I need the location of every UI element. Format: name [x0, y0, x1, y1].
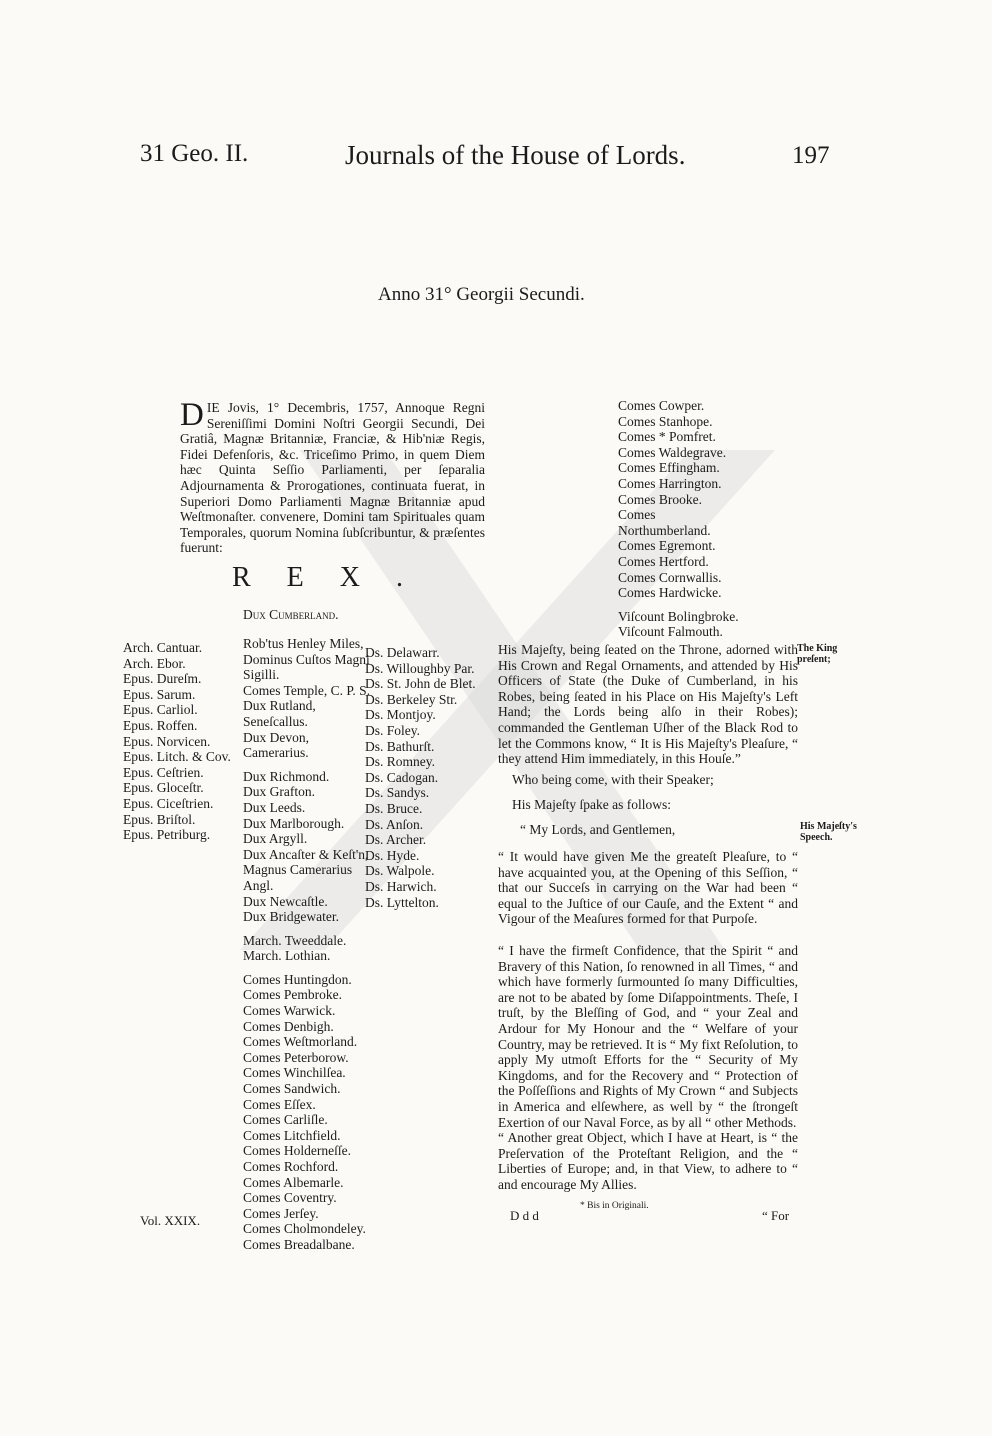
session-title: Anno 31° Georgii Secundi. — [378, 284, 585, 305]
signature-mark: D d d — [510, 1208, 539, 1223]
right-lords-column — [618, 398, 739, 640]
list-item: Comes Effingham. — [618, 460, 720, 476]
list-item: Comes Cholmondeley. — [243, 1221, 366, 1237]
list-item: Comes Harrington. — [618, 475, 722, 491]
list-item: Dux Bridgewater. — [243, 909, 339, 925]
list-item: Ds. Bruce. — [365, 800, 423, 816]
list-item: Comes Litchfield. — [243, 1127, 341, 1143]
list-item: Ds. Berkeley Str. — [365, 691, 458, 707]
list-item: Comes Cornwallis. — [618, 569, 722, 585]
list-item: Ds. Cadogan. — [365, 769, 439, 785]
list-item: Comes * Pomfret. — [618, 429, 716, 445]
speaker-paragraph: Who being come, with their Speaker; — [512, 772, 714, 787]
list-item: Arch. Ebor. — [123, 655, 186, 671]
list-item: Dux Richmond. — [243, 768, 330, 784]
margin-note-king-present: The King preſent; — [797, 643, 838, 665]
list-item: Comes Eſſex. — [243, 1096, 316, 1112]
list-item: Dux Rutland, Seneſcallus. — [243, 698, 316, 729]
list-item: Epus. Roffen. — [123, 717, 198, 733]
speech-paragraph-2: “ I have the firmeſt Confidence, that the Spirit “ and Bravery of this Nation, ſo renowned in all Times, “ and which have formerly ſurmounted ſo many Difficulties, are not to be abated by ſome Diſappointments. Theſe, I truſt, by the Bleſſing of God, and “ your Zeal and Ardour for My Honour and the “ Welfare of your Country, may be retrieved. It is “ My fixt Reſolution, to apply My utmoſt Efforts for the “ Security of My Kingdoms, and for the Recovery and “ Protection of the Poſſeſſions and Rights of My Crown “ and Subjects in America and elſewhere, as well by “ the ſtrongeſt Exertion of our Naval Force, as by all “ other Methods. — [498, 943, 798, 1130]
list-item: Ds. Willoughby Par. — [365, 660, 475, 676]
list-item: Viſcount Bolingbroke. — [618, 608, 739, 624]
list-item: Comes Sandwich. — [243, 1081, 341, 1097]
list-item: Dux Grafton. — [243, 784, 315, 800]
list-item: Dux Newcaſtle. — [243, 893, 328, 909]
list-item: Comes Egremont. — [618, 538, 716, 554]
list-item: Ds. Hyde. — [365, 847, 420, 863]
list-item: Comes Brooke. — [618, 491, 702, 507]
salutation: “ My Lords, and Gentlemen, — [520, 822, 676, 837]
barons-column — [365, 645, 476, 910]
list-item: Rob'tus Henley Miles, Dominus Cuſtos Magni Sigilli. — [243, 636, 370, 683]
list-item: Ds. Anſon. — [365, 816, 424, 832]
list-item: March. Lothian. — [243, 948, 331, 964]
list-item: Ds. Delawarr. — [365, 645, 440, 660]
page-number: 197 — [792, 142, 830, 169]
list-item: Comes Northumberland. — [618, 507, 711, 538]
list-item: Epus. Petriburg. — [123, 827, 211, 843]
bishops-column — [123, 640, 231, 843]
list-item: Comes Coventry. — [243, 1190, 337, 1206]
list-item: Comes Weſtmorland. — [243, 1034, 358, 1050]
dux-cumberland: Dux Cumberland. — [243, 607, 339, 622]
list-item: Epus. Carliol. — [123, 702, 198, 718]
page-title: Journals of the House of Lords. — [345, 140, 686, 170]
list-item: Ds. Romney. — [365, 754, 435, 770]
list-item: Comes Holderneſſe. — [243, 1143, 351, 1159]
footnote: * Bis in Originali. — [580, 1201, 649, 1211]
list-item: Epus. Sarum. — [123, 686, 196, 702]
middle-column — [243, 636, 371, 1253]
speech-paragraph-1: “ It would have given Me the greateſt Pleaſure, to “ have acquainted you, at the Opening of this Seſſion, “ that our Succeſs in carrying on the War had been “ equal to the Juſtice of our Cauſe, and the Extent “ and Vigour of the Meaſures formed for that Purpoſe. — [498, 849, 798, 927]
list-item: Dux Devon, Camerarius. — [243, 729, 309, 761]
list-item: Comes Waldegrave. — [618, 444, 727, 460]
list-item: Comes Breadalbane. — [243, 1236, 355, 1252]
speech-paragraph-3: “ Another great Object, which I have at Heart, is “ the Preſervation of the Proteſtant Religion, and the “ Liberties of Europe; and, in that View, to adhere to “ and encourage My Allies. — [498, 1130, 798, 1192]
list-item: Comes Albemarle. — [243, 1174, 344, 1190]
list-item: Ds. Montjoy. — [365, 707, 436, 723]
list-item: Comes Pembroke. — [243, 987, 342, 1003]
list-item: Comes Carliſle. — [243, 1112, 328, 1128]
list-item: Ds. Lyttelton. — [365, 894, 439, 910]
list-item: Epus. Briſtol. — [123, 811, 196, 827]
drop-cap: D — [180, 397, 204, 433]
list-item: Dux Leeds. — [243, 799, 306, 815]
list-item: Comes Warwick. — [243, 1003, 336, 1019]
list-item: Ds. St. John de Blet. — [365, 676, 476, 692]
rex-heading: REX. — [232, 562, 439, 593]
list-item: Comes Hardwicke. — [618, 585, 722, 601]
list-item: Epus. Norvicen. — [123, 733, 211, 749]
list-item: Ds. Harwich. — [365, 878, 437, 894]
list-item: March. Tweeddale. — [243, 932, 347, 948]
list-item: Comes Peterborow. — [243, 1049, 349, 1065]
throne-paragraph: His Majeſty, being ſeated on the Throne, adorned with His Crown and Regal Ornaments, and attended by His Officers of State (the Duke of Cumberland, in his Robes, being ſeated in his Place on His Majeſty's Left Hand; the Lords being alſo in their Robes); commanded the Gentleman Uſher of the Black Rod to let the Commons know, “ It is His Majeſty's Pleaſure, “ they attend Him immediately, in this Houſe.” — [498, 642, 798, 767]
list-item: Ds. Sandys. — [365, 785, 430, 801]
list-item: Comes Winchilſea. — [243, 1065, 346, 1081]
volume-number: Vol. XXIX. — [140, 1213, 201, 1228]
list-item: Comes Cowper. — [618, 398, 705, 413]
list-item: Dux Ancaſter & Keſt'n, Magnus Camerarius Angl. — [243, 846, 369, 893]
list-item: Dux Argyll. — [243, 831, 308, 847]
list-item: Epus. Litch. & Cov. — [123, 749, 231, 765]
list-item: Comes Huntingdon. — [243, 971, 352, 987]
list-item: Epus. Ceſtrien. — [123, 764, 204, 780]
list-item: Ds. Archer. — [365, 832, 427, 848]
intro-text: IE Jovis, 1° Decembris, 1757, Annoque Regni Sereniſſimi Domini Noſtri Georgii Secundi, Dei Gratiâ, Magnæ Britanniæ, Franciæ, & Hib'niæ Regis, Fidei Defenſoris, &c. Triceſimo Primo, in quem Diem hæc Quinta Seſſio Parliamenti, per ſeparalia Adjournamenta & Prorogationes, continuata fuerat, in Superiori Domo Parliamenti Magnæ Britanniæ apud Weſtmonaſter. convenere, Domini tam Spirituales quam Temporales, quorum Nomina ſubſcribuntur, & præſentes fuerunt: — [180, 400, 485, 556]
list-item: Ds. Foley. — [365, 722, 421, 738]
list-item: Comes Hertford. — [618, 553, 709, 569]
running-head-left: 31 Geo. II. — [140, 140, 249, 167]
list-item: Epus. Dureſm. — [123, 671, 202, 687]
catchword: “ For — [762, 1208, 790, 1223]
list-item: Comes Jerſey. — [243, 1205, 319, 1221]
list-item: Ds. Bathurſt. — [365, 738, 435, 754]
spake-paragraph: His Majeſty ſpake as follows: — [512, 797, 671, 812]
list-item: Arch. Cantuar. — [123, 640, 203, 655]
list-item: Comes Rochford. — [243, 1159, 339, 1174]
list-item: Comes Denbigh. — [243, 1018, 334, 1034]
intro-paragraph — [180, 397, 485, 556]
list-item: Epus. Ciceſtrien. — [123, 795, 214, 811]
margin-note-speech: His Majeſty's Speech. — [800, 821, 857, 843]
list-item: Viſcount Falmouth. — [618, 624, 723, 640]
list-item: Comes Stanhope. — [618, 413, 713, 429]
list-item: Dux Marlborough. — [243, 815, 345, 831]
list-item: Comes Temple, C. P. S. — [243, 682, 371, 698]
list-item: Ds. Walpole. — [365, 863, 435, 879]
list-item: Epus. Gloceſtr. — [123, 780, 204, 796]
